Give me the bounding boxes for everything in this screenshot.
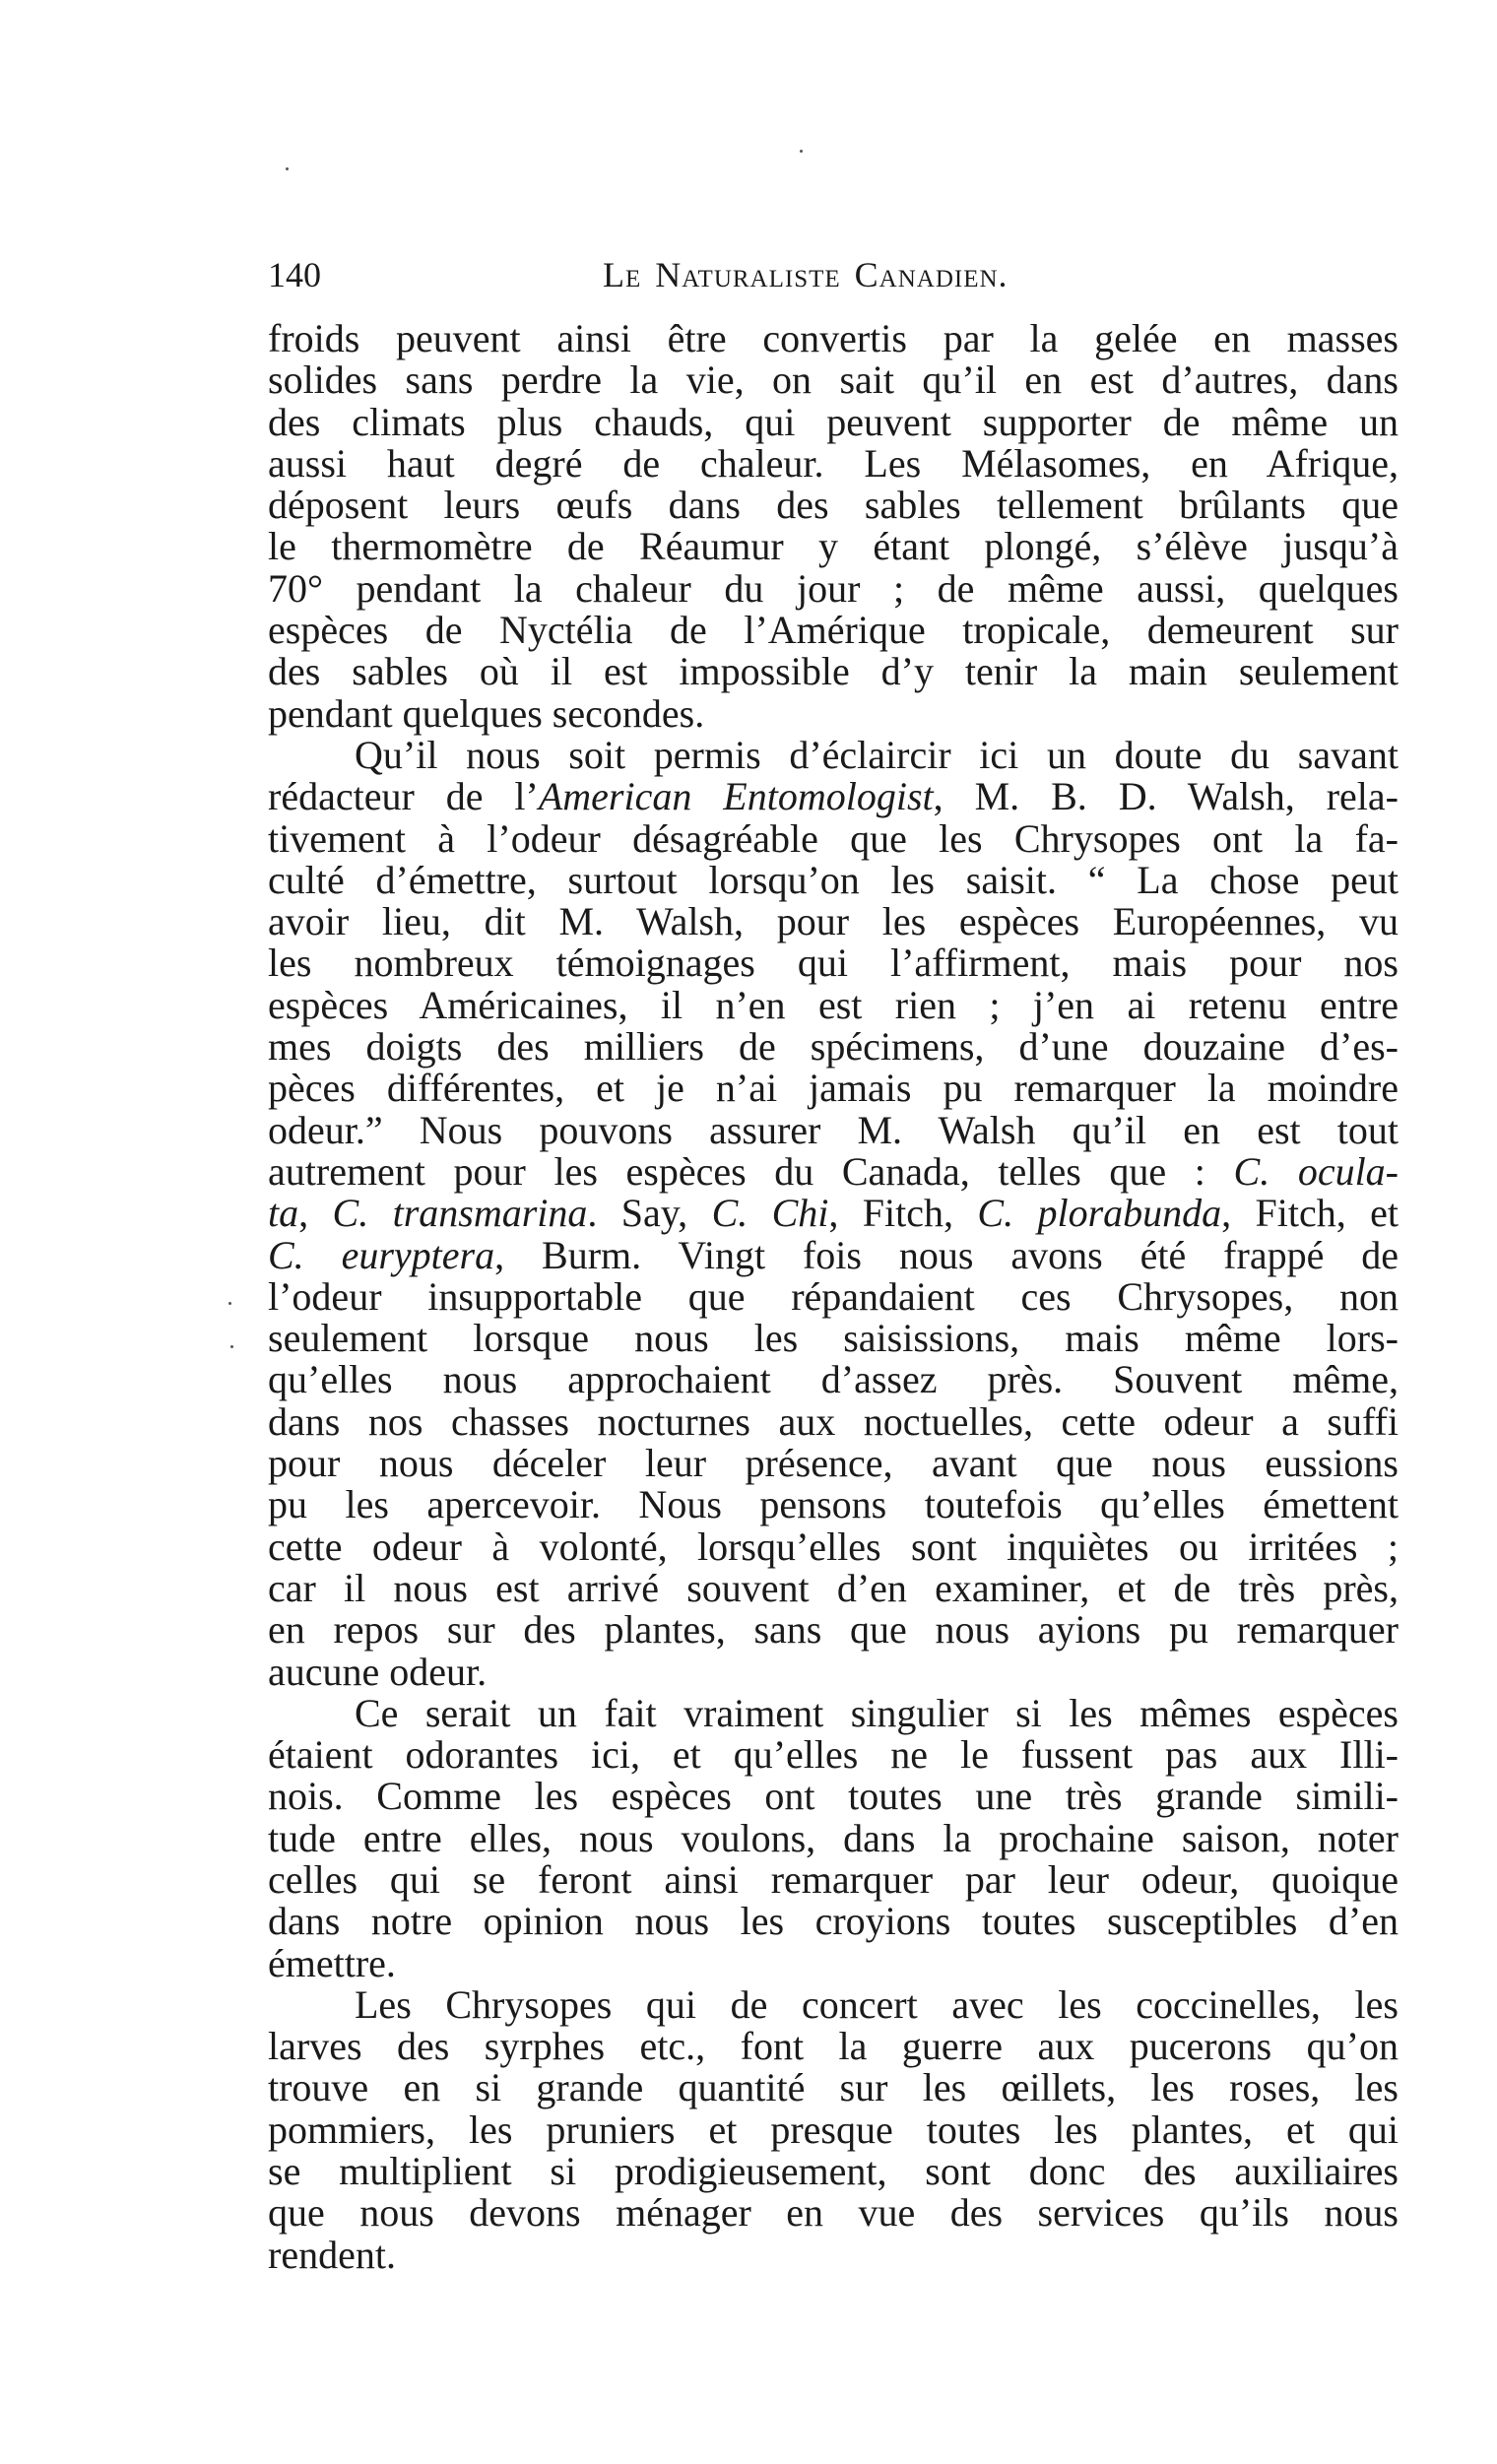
- text-line: émettre.: [268, 1940, 396, 1985]
- paragraph: [268, 318, 1399, 735]
- running-title: Le Naturaliste Canadien.: [603, 255, 1009, 294]
- text-line: les nombreux témoignages qui l’affirment, mais pour nos: [268, 940, 1399, 986]
- text-line: rendent.: [268, 2232, 396, 2277]
- text-line: espèces de Nyctélia de l’Amérique tropicale, demeurent sur: [268, 608, 1399, 653]
- text-line: des sables où il est impossible d’y tenir la main seulement: [268, 649, 1399, 694]
- text-line: seulement lorsque nous les saisissions, mais même lors-: [268, 1316, 1399, 1361]
- text-line: dans nos chasses nocturnes aux noctuelles, cette odeur a suffi: [268, 1398, 1399, 1444]
- paragraph: [268, 732, 1399, 1694]
- text-line: aussi haut degré de chaleur. Les Mélasomes, en Afrique,: [268, 440, 1399, 486]
- text-line: cette odeur à volonté, lorsqu’elles sont inquiètes ou irritées ;: [268, 1524, 1399, 1569]
- running-head: [268, 254, 1397, 303]
- text-line: avoir lieu, dit M. Walsh, pour les espèces Européennes, vu: [268, 899, 1399, 944]
- page-number: 140: [268, 255, 321, 294]
- print-speck: [286, 167, 289, 170]
- text-line: en repos sur des plantes, sans que nous ayions pu remarquer: [268, 1607, 1399, 1653]
- text-line: C. euryptera, Burm. Vingt fois nous avons été frappé de: [268, 1232, 1399, 1277]
- text-line: ta, C. transmarina. Say, C. Chi, Fitch, C. plorabunda, Fitch, et: [268, 1191, 1399, 1236]
- text-line: nois. Comme les espèces ont toutes une très grande simili-: [268, 1774, 1399, 1819]
- paragraph: [268, 1690, 1399, 1985]
- text-line: culté d’émettre, surtout lorsqu’on les saisit. “ La chose peut: [268, 857, 1399, 902]
- text-line: que nous devons ménager en vue des services qu’ils nous: [268, 2190, 1399, 2236]
- text-line: 70° pendant la chaleur du jour ; de même aussi, quelques: [268, 565, 1399, 611]
- text-line: autrement pour les espèces du Canada, telles que : C. ocula-: [268, 1148, 1399, 1194]
- text-line: des climats plus chauds, qui peuvent supporter de même un: [268, 399, 1399, 444]
- text-line: pommiers, les pruniers et presque toutes les plantes, et qui: [268, 2107, 1399, 2152]
- text-line: pour nous déceler leur présence, avant que nous eussions: [268, 1441, 1399, 1486]
- text-line: pèces différentes, et je n’ai jamais pu remarquer la moindre: [268, 1066, 1399, 1111]
- text-line: déposent leurs œufs dans des sables tellement brûlants que: [268, 483, 1399, 528]
- text-line: rédacteur de l’American Entomologist, M. B. D. Walsh, rela-: [268, 774, 1399, 819]
- text-line: solides sans perdre la vie, on sait qu’il en est d’autres, dans: [268, 357, 1399, 403]
- print-speck: [230, 1345, 233, 1348]
- print-speck: [800, 150, 803, 153]
- paragraph: [268, 1981, 1399, 2277]
- print-speck: [228, 1302, 231, 1305]
- text-line: Ce serait un fait vraiment singulier si les mêmes espèces: [355, 1690, 1399, 1735]
- text-line: odeur.” Nous pouvons assurer M. Walsh qu’il en est tout: [268, 1107, 1399, 1152]
- text-line: aucune odeur.: [268, 1649, 488, 1694]
- text-line: pu les apercevoir. Nous pensons toutefois qu’elles émettent: [268, 1482, 1399, 1527]
- text-line: Qu’il nous soit permis d’éclaircir ici un doute du savant: [355, 732, 1399, 777]
- text-line: pendant quelques secondes.: [268, 690, 705, 736]
- text-line: le thermomètre de Réaumur y étant plongé, s’élève jusqu’à: [268, 524, 1399, 569]
- text-line: froids peuvent ainsi être convertis par la gelée en masses: [268, 316, 1399, 360]
- text-line: celles qui se feront ainsi remarquer par leur odeur, quoique: [268, 1856, 1399, 1902]
- text-line: l’odeur insupportable que répandaient ces Chrysopes, non: [268, 1273, 1399, 1319]
- text-line: qu’elles nous approchaient d’assez près. Souvent même,: [268, 1357, 1399, 1402]
- text-line: trouve en si grande quantité sur les œillets, les roses, les: [268, 2065, 1399, 2110]
- text-line: tivement à l’odeur désagréable que les Chrysopes ont la fa-: [268, 815, 1399, 861]
- text-line: larves des syrphes etc., font la guerre aux pucerons qu’on: [268, 2024, 1399, 2069]
- text-line: se multiplient si prodigieusement, sont donc des auxiliaires: [268, 2149, 1399, 2194]
- body-text: [268, 318, 1399, 2276]
- text-line: étaient odorantes ici, et qu’elles ne le fussent pas aux Illi-: [268, 1732, 1399, 1778]
- text-line: dans notre opinion nous les croyions toutes susceptibles d’en: [268, 1899, 1399, 1944]
- text-line: espèces Américaines, il n’en est rien ; j’en ai retenu entre: [268, 982, 1399, 1027]
- text-line: tude entre elles, nous voulons, dans la prochaine saison, noter: [268, 1815, 1399, 1860]
- text-line: mes doigts des milliers de spécimens, d’une douzaine d’es-: [268, 1024, 1399, 1070]
- text-line: car il nous est arrivé souvent d’en examiner, et de très près,: [268, 1565, 1399, 1610]
- text-line: Les Chrysopes qui de concert avec les coccinelles, les: [355, 1981, 1399, 2027]
